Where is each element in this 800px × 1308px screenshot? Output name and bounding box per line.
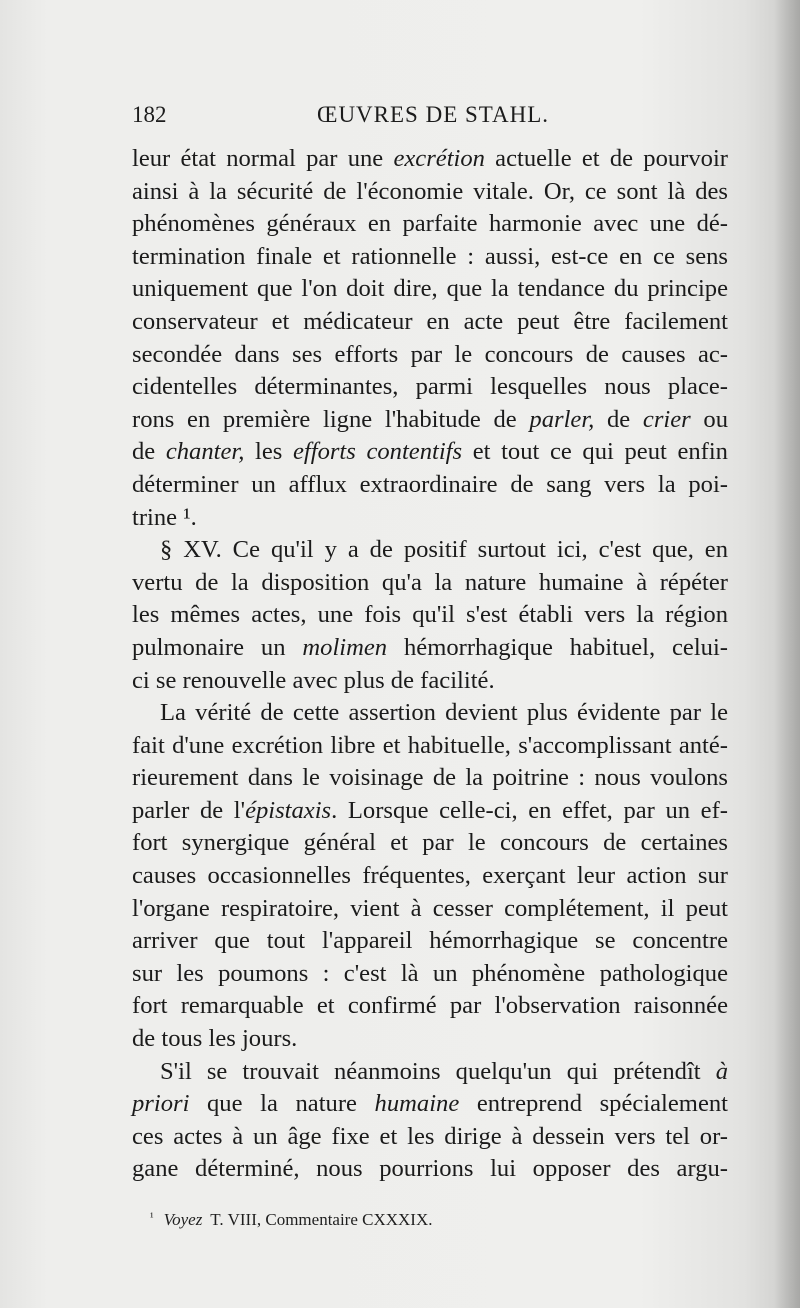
text-segment: S'il se trouvait néanmoins quelqu'un qui prétendît (160, 1057, 716, 1085)
text-line (132, 176, 728, 209)
text-segment: actuelle et de pourvoir (484, 145, 728, 172)
text-line (132, 827, 728, 860)
italic-text: à (715, 1057, 728, 1085)
page-edge-shadow (774, 0, 800, 1308)
text-segment: termination finale et rationnelle : aussi, est-ce en ce sens (132, 242, 728, 270)
text-segment: La vérité de cette assertion devient plus évidente par le (160, 699, 728, 727)
text-segment: que la nature (189, 1090, 375, 1118)
text-segment: leur état normal par une (132, 145, 394, 172)
footnote-voyez: Voyez (163, 1210, 203, 1229)
text-line (132, 599, 728, 632)
text-segment: ces actes à un âge fixe et les dirige à dessein vers tel or- (132, 1122, 728, 1150)
text-segment: ci se renouvelle avec plus de facilité. (132, 666, 495, 694)
page-number: 182 (132, 102, 167, 127)
footnote-mark: ¹ (150, 1210, 154, 1224)
text-segment: les (244, 438, 293, 466)
italic-text: chanter, (165, 438, 245, 466)
text-line (132, 1088, 728, 1121)
text-line (132, 371, 728, 404)
text-line (132, 990, 728, 1023)
text-segment: conservateur et médicateur en acte peut être facilement (132, 307, 728, 335)
text-line (132, 632, 728, 665)
text-segment: fort synergique général et par le concours de certaines (132, 829, 728, 857)
italic-text: parler, (529, 405, 595, 433)
text-segment: § XV. Ce qu'il y a de positif surtout ici, c'est que, en (160, 536, 728, 564)
text-line (132, 534, 728, 567)
text-line (132, 1153, 728, 1186)
text-segment: trine ¹. (132, 503, 197, 531)
text-line (132, 469, 728, 502)
text-line (132, 795, 728, 828)
text-segment: vertu de la disposition qu'a la nature humaine à répéter (132, 568, 728, 596)
text-line (132, 436, 728, 469)
italic-text: efforts contentifs (292, 438, 463, 466)
text-segment: . Lorsque celle-ci, en effet, par un ef- (331, 796, 728, 824)
text-line (132, 1121, 728, 1154)
text-line (132, 404, 728, 437)
italic-text: épistaxis (245, 796, 332, 824)
text-segment: ou (690, 405, 728, 433)
text-segment: hémorrhagique habituel, celui- (387, 633, 728, 661)
text-segment: ainsi à la sécurité de l'économie vitale. Or, ce sont là des (132, 177, 728, 205)
text-line (132, 241, 728, 274)
page-header (132, 102, 732, 132)
text-line (132, 567, 728, 600)
text-line (132, 502, 728, 535)
text-segment: uniquement que l'on doit dire, que la tendance du principe (132, 275, 728, 303)
text-line (132, 860, 728, 893)
text-segment: fait d'une excrétion libre et habituelle, s'accomplissant anté- (132, 731, 728, 759)
text-segment: rieurement dans le voisinage de la poitrine : nous voulons (132, 764, 728, 792)
text-line (132, 339, 728, 372)
text-segment: de (132, 438, 166, 466)
italic-text: crier (642, 405, 691, 433)
text-segment: de tous les jours. (132, 1025, 298, 1053)
text-segment: phénomènes généraux en parfaite harmonie avec une dé- (132, 210, 728, 238)
text-segment: entreprend spécialement (459, 1090, 728, 1118)
running-title: ŒUVRES DE STAHL. (317, 102, 550, 127)
body-text (132, 143, 728, 1186)
text-line (132, 208, 728, 241)
text-segment: secondée dans ses efforts par le concours de causes ac- (132, 340, 728, 368)
italic-text: priori (132, 1090, 190, 1118)
text-line (132, 143, 728, 176)
text-segment: causes occasionnelles fréquentes, exerçant leur action sur (132, 862, 728, 890)
text-segment: cidentelles déterminantes, parmi lesquelles nous place- (132, 373, 728, 401)
text-line (132, 665, 728, 698)
italic-text: excrétion (393, 145, 485, 172)
text-segment: arriver que tout l'appareil hémorrhagique se concentre (132, 927, 728, 955)
text-line (132, 730, 728, 763)
footnote (150, 1210, 433, 1230)
footnote-text: T. VIII, Commentaire CXXXIX. (210, 1210, 433, 1229)
text-segment: parler de l' (132, 796, 246, 824)
italic-text: humaine (374, 1090, 460, 1118)
text-segment: sur les poumons : c'est là un phénomène pathologique (132, 959, 728, 987)
text-line (132, 273, 728, 306)
text-segment: pulmonaire un (132, 633, 303, 661)
text-segment: gane déterminé, nous pourrions lui opposer des argu- (132, 1155, 728, 1183)
text-line (132, 958, 728, 991)
text-segment: les mêmes actes, une fois qu'il s'est établi vers la région (132, 601, 728, 629)
italic-text: molimen (302, 633, 388, 661)
text-segment: et tout ce qui peut enfin (462, 438, 728, 466)
text-segment: fort remarquable et confirmé par l'observation raisonnée (132, 992, 728, 1020)
text-segment: rons en première ligne l'habitude de (132, 405, 530, 433)
text-line (132, 697, 728, 730)
text-line (132, 893, 728, 926)
text-line (132, 925, 728, 958)
text-line (132, 1056, 728, 1089)
text-line (132, 1023, 728, 1056)
text-line (132, 306, 728, 339)
text-segment: déterminer un afflux extraordinaire de sang vers la poi- (132, 470, 728, 498)
text-segment: l'organe respiratoire, vient à cesser complétement, il peut (132, 894, 728, 922)
text-line (132, 762, 728, 795)
text-segment: de (594, 405, 643, 433)
